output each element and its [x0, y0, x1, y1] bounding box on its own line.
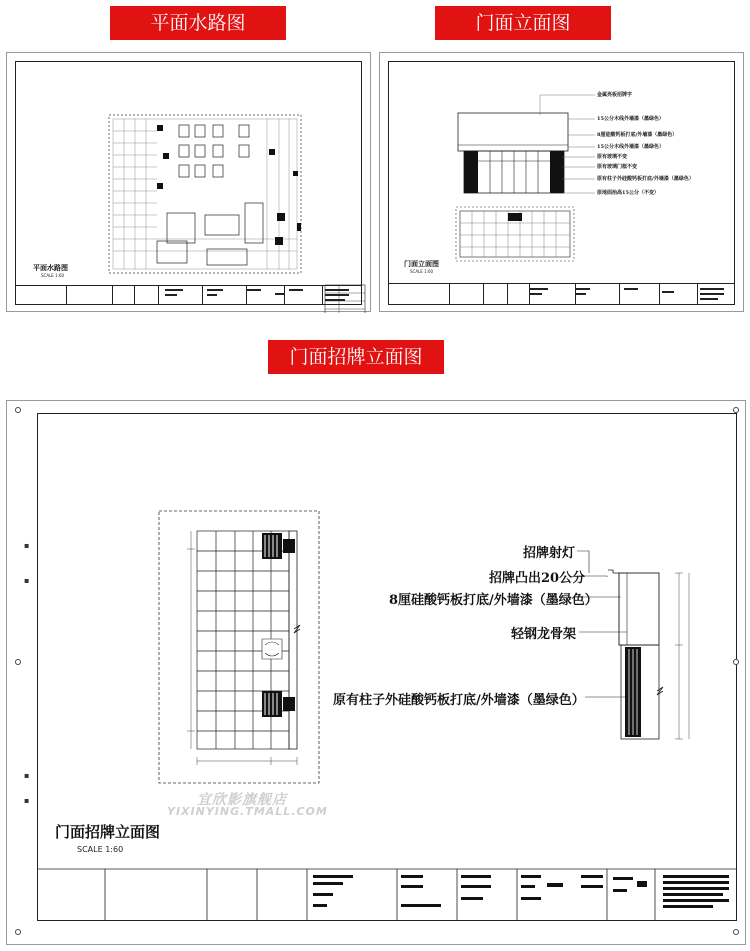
watermark-cn: 宜欣影旗舰店	[197, 792, 287, 808]
signage-drawing	[7, 401, 747, 946]
banner-facade: 门面立面图	[435, 6, 611, 40]
signage-sheet: ▪ ▪ ▪ ▪ 招牌射灯 招牌凸出20公分 8厘硅酸钙板打底/外墙漆（墨绿色） 轻钢龙骨架 原有柱子外硅酸钙板打底/外墙漆（墨绿色） 宜欣影旗舰店 YIXINYING.TMALL.COM 门面招牌立面图 SCALE 1:60	[6, 400, 746, 945]
signage-annot-3: 8厘硅酸钙板打底/外墙漆（墨绿色）	[389, 593, 598, 608]
facade-sheet	[379, 52, 744, 312]
facade-note-4: 15公分木线外墙漆（墨绿色）	[597, 144, 664, 150]
signage-title: 门面招牌立面图	[55, 823, 161, 841]
facade-drawing	[380, 53, 745, 313]
banner-signage: 门面招牌立面图	[268, 340, 444, 374]
facade-note-1: 金属亮板招牌字	[597, 92, 633, 98]
plan-sheet	[6, 52, 371, 312]
plan-scale: SCALE 1:60	[41, 273, 65, 278]
banner-plan: 平面水路图	[110, 6, 286, 40]
facade-note-8: 原地面抬高15公分（不变）	[597, 190, 659, 196]
facade-note-2: 15公分木线外墙漆（墨绿色）	[597, 116, 664, 122]
signage-annot-2: 招牌凸出20公分	[489, 571, 586, 586]
facade-title-block	[389, 283, 735, 304]
watermark: YIXINYING.TMALL.COM	[167, 805, 328, 818]
signage-annot-1: 招牌射灯	[523, 546, 576, 561]
facade-note-7: 原有柱子外硅酸钙板打底/外墙漆（墨绿色）	[597, 176, 694, 182]
signage-annot-5: 原有柱子外硅酸钙板打底/外墙漆（墨绿色）	[333, 693, 585, 708]
facade-note-3: 8厘硅酸钙板打底/外墙漆（墨绿色）	[597, 132, 678, 138]
facade-note-6: 原有玻璃门框不变	[597, 164, 638, 170]
plan-title-block	[16, 285, 362, 304]
facade-scale: SCALE 1:60	[410, 269, 434, 274]
signage-scale: SCALE 1:60	[77, 845, 124, 854]
facade-title: 门面立面图	[404, 260, 439, 268]
plan-title: 平面水路图	[33, 264, 68, 272]
facade-note-5: 原有玻璃不变	[597, 154, 628, 160]
signage-annot-4: 轻钢龙骨架	[511, 627, 577, 642]
